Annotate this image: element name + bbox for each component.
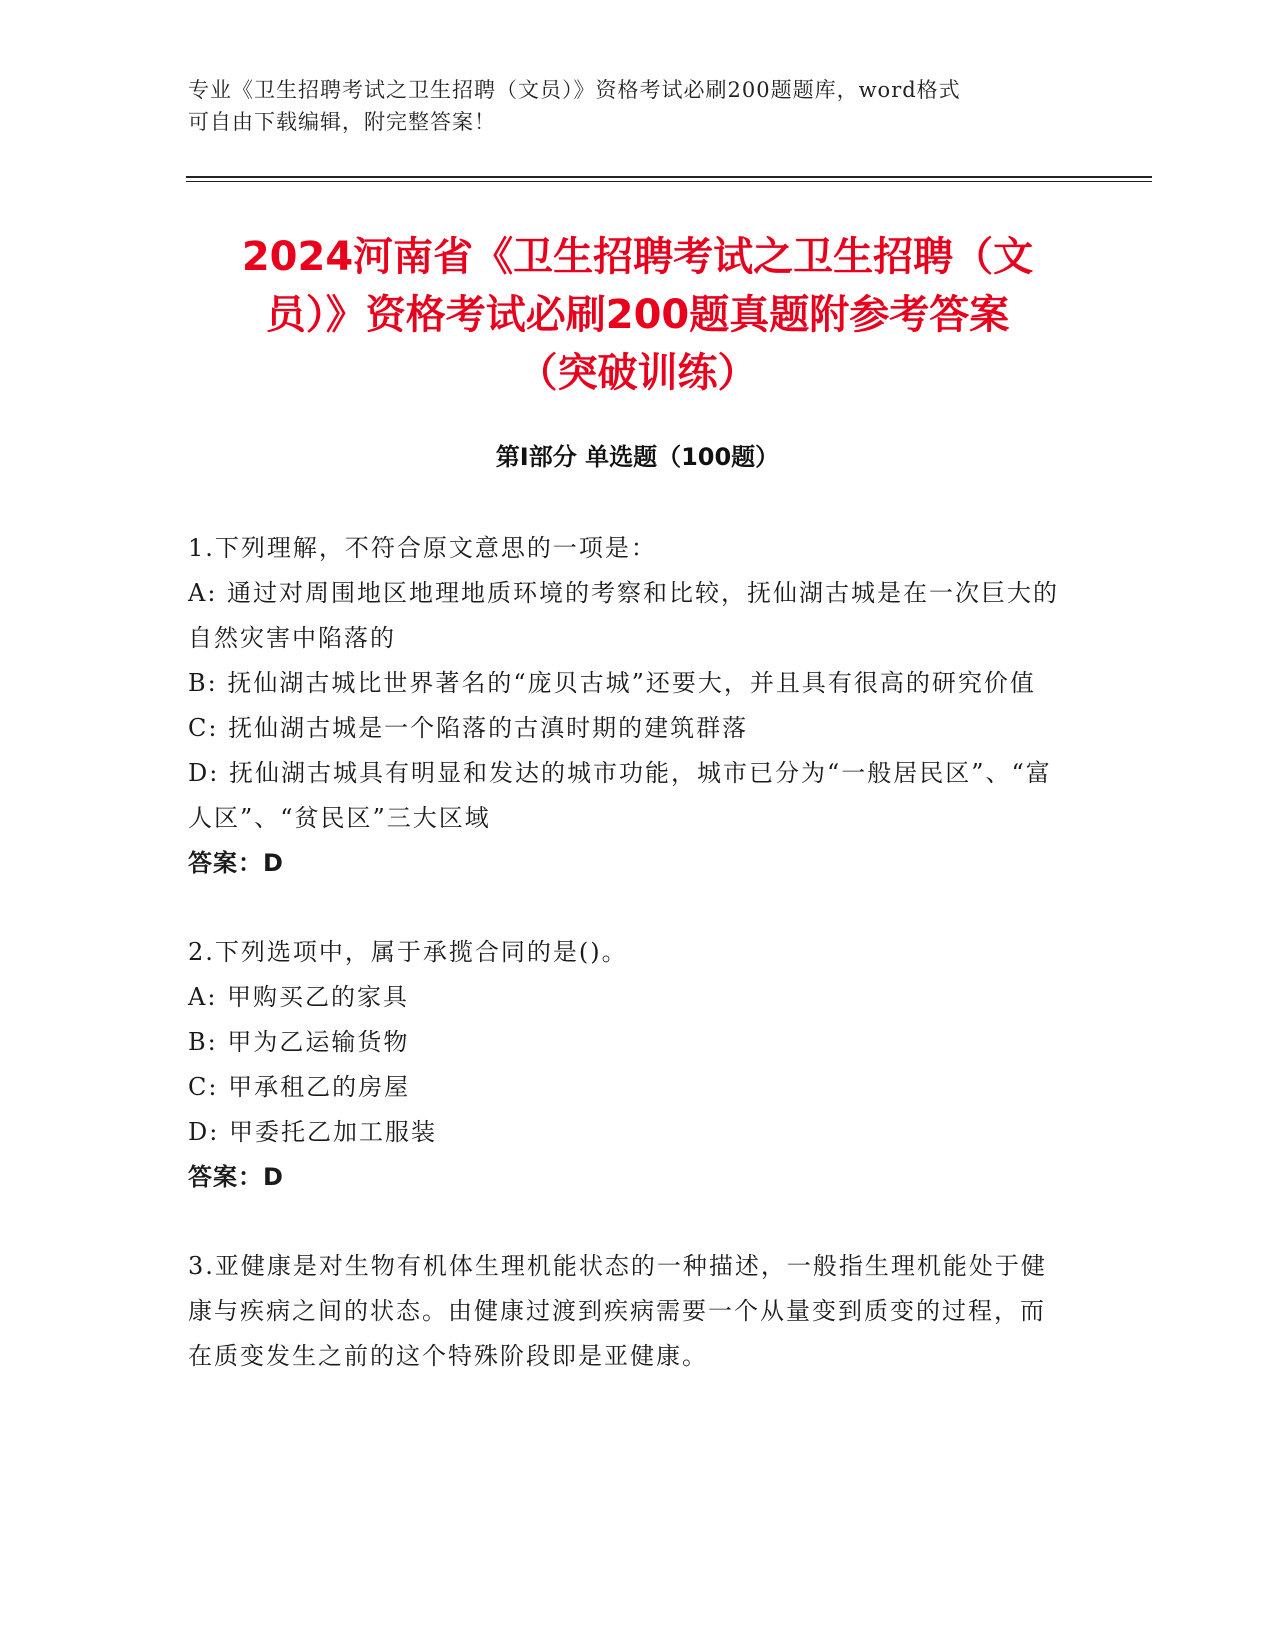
section-title: 第Ⅰ部分 单选题（100题） xyxy=(495,443,780,471)
option-a: A: 甲购买乙的家具 xyxy=(188,983,410,1011)
answer-label: 答案：D xyxy=(188,849,284,877)
option-d: D: 甲委托乙加工服装 xyxy=(188,1118,437,1146)
question-1 xyxy=(188,526,1068,886)
header-note-line-1: 专业《卫生招聘考试之卫生招聘（文员）》资格考试必刷200题题库，word格式 xyxy=(188,78,961,102)
option-c: C: 抚仙湖古城是一个陷落的古滇时期的建筑群落 xyxy=(188,714,749,742)
answer-label: 答案：D xyxy=(188,1163,284,1191)
header-note xyxy=(188,74,1088,138)
document-title-line-1: 2024河南省《卫生招聘考试之卫生招聘（文 xyxy=(241,234,1034,280)
document-title-line-3: （突破训练） xyxy=(517,350,758,396)
question-stem: 2.下列选项中，属于承揽合同的是()。 xyxy=(188,938,628,966)
option-d: D: 抚仙湖古城具有明显和发达的城市功能，城市已分为“一般居民区”、“富人区”、“贫民区”三大区域 xyxy=(188,759,1052,832)
question-stem: 1.下列理解，不符合原文意思的一项是： xyxy=(188,534,657,562)
option-b: B: 抚仙湖古城比世界著名的“庞贝古城”还要大，并且具有很高的研究价值 xyxy=(188,669,1036,697)
header-divider-thin xyxy=(186,181,1152,182)
header-divider-thick xyxy=(186,176,1152,178)
header-note-line-2: 可自由下载编辑，附完整答案！ xyxy=(188,110,496,134)
option-c: C: 甲承租乙的房屋 xyxy=(188,1073,411,1101)
question-stem: 3.亚健康是对生物有机体生理机能状态的一种描述，一般指生理机能处于健康与疾病之间的状态。由健康过渡到疾病需要一个从量变到质变的过程，而在质变发生之前的这个特殊阶段即是亚健康。 xyxy=(188,1252,1047,1370)
question-3 xyxy=(188,1244,1068,1379)
option-b: B: 甲为乙运输货物 xyxy=(188,1028,410,1056)
question-list xyxy=(188,526,1068,1423)
option-a: A: 通过对周围地区地理地质环境的考察和比较，抚仙湖古城是在一次巨大的自然灾害中陷落的 xyxy=(188,579,1060,652)
document-title-line-2: 员）》资格考试必刷200题真题附参考答案 xyxy=(265,292,1010,338)
document-title xyxy=(160,228,1115,402)
question-2 xyxy=(188,930,1068,1200)
